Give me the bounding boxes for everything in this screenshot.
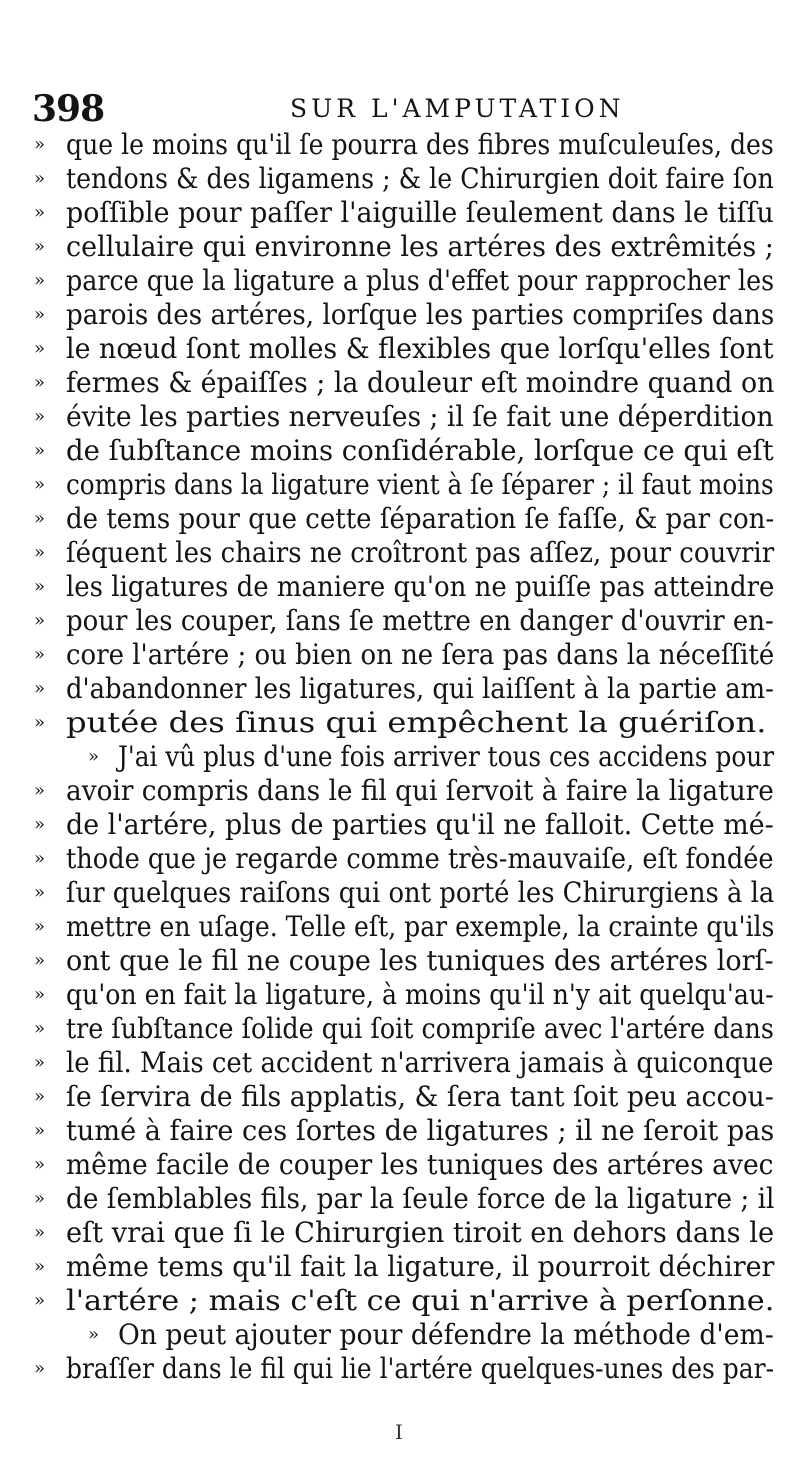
text-line xyxy=(34,842,774,876)
quote-mark: » xyxy=(34,1154,46,1175)
quote-mark: » xyxy=(34,134,46,155)
line-text: le fil. Mais cet accident n'arrivera jamais à quiconque xyxy=(66,1046,774,1079)
line-text: On peut ajouter pour défendre la méthode d'em- xyxy=(118,1318,774,1351)
line-text: parois des artéres, lorſque les parties compriſes dans xyxy=(66,298,775,331)
line-text: ſe ſervira de fils applatis, & ſera tant ſoit peu accou- xyxy=(66,1080,774,1113)
line-text: tendons & des ligamens ; & le Chirurgien doit faire ſon xyxy=(66,162,774,195)
text-line xyxy=(34,536,774,570)
line-text: de ſemblables fils, par la ſeule force de la ligature ; il xyxy=(66,1182,775,1215)
quote-mark: » xyxy=(34,984,46,1005)
quote-mark: » xyxy=(34,406,46,427)
text-line xyxy=(34,706,774,740)
line-text: J'ai vû plus d'une fois arriver tous ces accidens pour xyxy=(118,740,775,773)
line-text: thode que je regarde comme très-mauvaiſe, eſt fondée xyxy=(66,842,774,875)
text-line xyxy=(34,1012,774,1046)
line-text: pour les couper, ſans ſe mettre en danger d'ouvrir en- xyxy=(66,604,774,637)
quote-mark: » xyxy=(34,678,46,699)
text-line xyxy=(34,1284,774,1318)
text-line xyxy=(34,366,774,400)
quote-mark: » xyxy=(34,1086,46,1107)
text-line xyxy=(34,1114,774,1148)
text-line xyxy=(34,196,774,230)
text-line xyxy=(34,298,774,332)
line-text: le nœud ſont molles & flexibles que lorſqu'elles ſont xyxy=(66,332,774,365)
quote-mark: » xyxy=(34,270,46,291)
line-text: ſur quelques raiſons qui ont porté les Chirurgiens à la xyxy=(66,876,775,909)
page-header xyxy=(32,88,772,128)
text-line xyxy=(34,400,774,434)
quote-mark: » xyxy=(34,644,46,665)
text-line xyxy=(34,1352,774,1386)
text-line xyxy=(34,638,774,672)
line-text: compris dans la ligature vient à ſe ſéparer ; il faut moins xyxy=(66,468,774,501)
quote-mark: » xyxy=(34,338,46,359)
quote-mark: » xyxy=(34,610,46,631)
quote-mark: » xyxy=(34,474,46,495)
quote-mark: » xyxy=(34,1018,46,1039)
line-text: de l'artére, plus de parties qu'il ne falloit. Cette mé- xyxy=(66,808,774,841)
quote-mark: » xyxy=(34,1052,46,1073)
quote-mark: » xyxy=(34,1120,46,1141)
quote-mark: » xyxy=(34,440,46,461)
quote-mark: » xyxy=(34,1188,46,1209)
quote-mark: » xyxy=(34,814,46,835)
quote-mark: » xyxy=(34,1358,46,1379)
text-line xyxy=(34,128,774,162)
quote-mark: » xyxy=(34,236,46,257)
text-line xyxy=(34,264,774,298)
quote-mark: » xyxy=(34,372,46,393)
body-text xyxy=(34,128,774,1386)
text-line xyxy=(34,978,774,1012)
line-text: évite les parties nerveuſes ; il ſe fait une déperdition xyxy=(66,400,774,433)
text-line xyxy=(34,162,774,196)
line-text: ſéquent les chairs ne croîtront pas aſſez, pour couvrir xyxy=(66,536,775,569)
quote-mark: » xyxy=(34,950,46,971)
line-text: de tems pour que cette ſéparation ſe faſſe, & par con- xyxy=(66,502,775,535)
quote-mark: » xyxy=(34,542,46,563)
line-text: fermes & épaiſſes ; la douleur eſt moindre quand on xyxy=(66,366,775,399)
text-line xyxy=(34,230,774,264)
quote-mark: » xyxy=(34,712,46,733)
line-text: cellulaire qui environne les artéres des extrêmités ; xyxy=(66,230,774,263)
quote-mark: » xyxy=(34,1290,46,1311)
line-text: tre ſubſtance ſolide qui ſoit compriſe avec l'artére dans xyxy=(66,1012,774,1045)
text-line xyxy=(34,1182,774,1216)
running-title: SUR L'AMPUTATION xyxy=(290,94,625,123)
text-line xyxy=(34,604,774,638)
line-text: même tems qu'il fait la ligature, il pourroit déchirer xyxy=(66,1250,775,1283)
text-line xyxy=(34,808,774,842)
text-line xyxy=(34,502,774,536)
text-line xyxy=(34,672,774,706)
quote-mark: » xyxy=(34,304,46,325)
line-text: braſſer dans le fil qui lie l'artére quelques-unes des par- xyxy=(66,1352,775,1385)
quote-mark: » xyxy=(34,576,46,597)
text-line xyxy=(34,468,774,502)
line-text: de ſubſtance moins conſidérable, lorſque ce qui eſt xyxy=(66,434,774,467)
line-text: avoir compris dans le fil qui ſervoit à faire la ligature xyxy=(66,774,774,807)
line-text: qu'on en fait la ligature, à moins qu'il n'y ait quelqu'au- xyxy=(66,978,774,1011)
footer-mark: I xyxy=(395,1420,403,1444)
text-line xyxy=(34,434,774,468)
line-text: putée des ſinus qui empêchent la guériſon. xyxy=(66,706,767,739)
quote-mark: » xyxy=(34,848,46,869)
line-text: l'artére ; mais c'eſt ce qui n'arrive à perſonne. xyxy=(66,1284,775,1317)
line-text: les ligatures de maniere qu'on ne puiſſe pas atteindre xyxy=(66,570,775,603)
quote-mark: » xyxy=(34,916,46,937)
text-line xyxy=(34,1250,774,1284)
text-line xyxy=(34,1148,774,1182)
line-text: même facile de couper les tuniques des artéres avec xyxy=(66,1148,774,1181)
text-line xyxy=(34,1080,774,1114)
line-text: que le moins qu'il ſe pourra des fibres muſculeuſes, des xyxy=(66,128,774,161)
quote-mark: » xyxy=(88,746,100,767)
line-text: tumé à faire ces ſortes de ligatures ; il ne ſeroit pas xyxy=(66,1114,775,1147)
quote-mark: » xyxy=(34,168,46,189)
text-line xyxy=(34,774,774,808)
line-text: ont que le fil ne coupe les tuniques des artéres lorſ- xyxy=(66,944,774,977)
line-text: d'abandonner les ligatures, qui laiſſent à la partie am- xyxy=(66,672,774,705)
text-line xyxy=(34,740,774,774)
line-text: eſt vrai que ſi le Chirurgien tiroit en dehors dans le xyxy=(66,1216,775,1249)
line-text: core l'artére ; ou bien on ne ſera pas dans la néceſſité xyxy=(66,638,775,671)
text-line xyxy=(34,910,774,944)
text-line xyxy=(34,1318,774,1352)
quote-mark: » xyxy=(34,202,46,223)
quote-mark: » xyxy=(88,1324,100,1345)
quote-mark: » xyxy=(34,508,46,529)
text-line xyxy=(34,332,774,366)
text-line xyxy=(34,876,774,910)
text-line xyxy=(34,570,774,604)
line-text: mettre en uſage. Telle eſt, par exemple, la crainte qu'ils xyxy=(66,910,775,943)
line-text: parce que la ligature a plus d'effet pour rapprocher les xyxy=(66,264,775,297)
text-line xyxy=(34,1216,774,1250)
text-line xyxy=(34,1046,774,1080)
page-number: 398 xyxy=(32,88,105,130)
text-line xyxy=(34,944,774,978)
quote-mark: » xyxy=(34,882,46,903)
quote-mark: » xyxy=(34,1256,46,1277)
quote-mark: » xyxy=(34,1222,46,1243)
line-text: poſſible pour paſſer l'aiguille ſeulement dans le tiſſu xyxy=(66,196,774,229)
quote-mark: » xyxy=(34,780,46,801)
